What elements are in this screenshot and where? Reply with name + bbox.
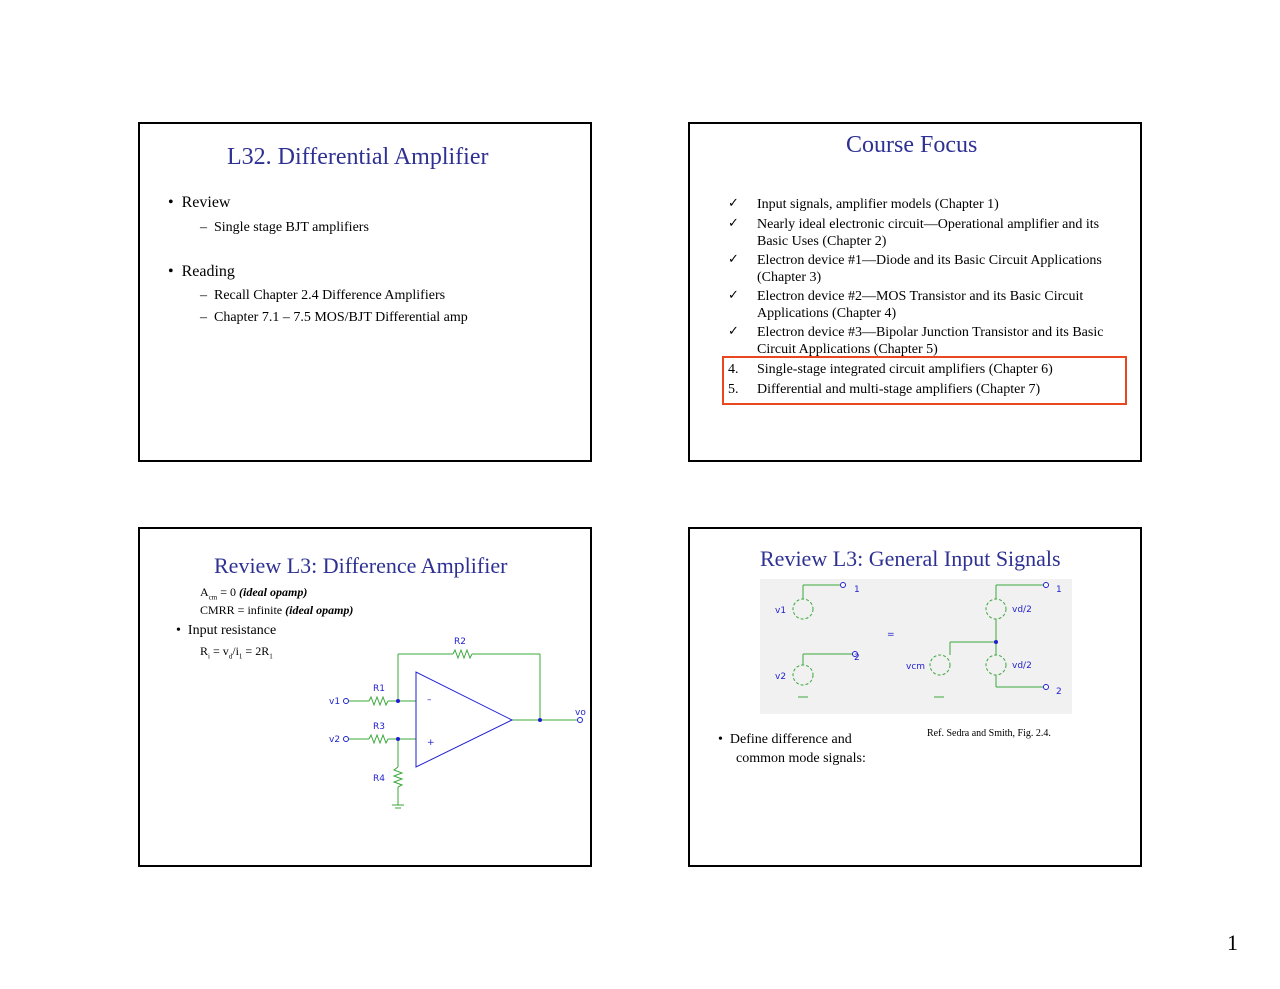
slide-title: Review L3: Difference Amplifier [214,553,508,578]
terminal-icon [578,718,583,723]
eq-sub: 1 [269,652,273,661]
eq-part: = 2R [242,644,270,658]
acm-value: = 0 [217,585,240,599]
junction-dot [396,737,400,741]
junction-dot [994,640,998,644]
focus-item: Electron device #1—Diode and its Basic Circuit Applications (Chapter 3) [757,253,1102,285]
minus-sign: – [427,695,432,705]
r3-label: R3 [373,722,385,732]
sub-bullet-text: Chapter 7.1 – 7.5 MOS/BJT Differential amp [214,310,468,325]
node-label: 1 [854,585,860,595]
vo-label: vo [575,708,586,718]
v1-label: v1 [329,697,341,707]
eq-part: /i [232,644,239,658]
acm-symbol: A [200,585,209,599]
v2-label: v2 [329,735,341,745]
r4-label: R4 [373,774,385,784]
bullet-item: • Input resistance [176,623,277,638]
eq-part: R [200,644,209,658]
bullet-text-continued: common mode signals: [736,751,866,766]
r2-label: R2 [454,637,466,647]
bullet-text: Input resistance [187,623,277,638]
v2-label: v2 [775,672,787,682]
bullet-text: Define difference and [729,732,852,747]
vd2-bottom-label: vd/2 [1012,661,1032,671]
difference-amplifier-circuit [140,529,592,867]
slide-2 [688,122,1142,462]
bullet-text: Reading [181,263,235,280]
numbered-item-text: Single-stage integrated circuit amplifiers (Chapter 6) [757,362,1053,377]
slide-4 [688,527,1142,867]
slide-title: Review L3: General Input Signals [760,546,1061,571]
node-label: 2 [854,653,860,663]
eq-sub: i [208,652,210,661]
acm-note: (ideal opamp) [239,585,308,599]
ground-icon [392,805,404,808]
terminal-icon [841,583,846,588]
focus-item: Input signals, amplifier models (Chapter 1) [757,197,999,212]
focus-item: Electron device #2—MOS Transistor and its Basic Circuit Applications (Chapter 4) [757,289,1084,321]
numbered-item-number: 4. [728,362,739,377]
slide-title: Course Focus [846,132,978,158]
numbered-item-number: 5. [728,382,739,397]
opamp-icon [416,672,512,767]
junction-dot [538,718,542,722]
checkmark-icon: ✓ [728,252,739,267]
checkmark-icon: ✓ [728,324,739,339]
slide-3 [138,527,592,867]
node-label: 2 [1056,687,1062,697]
checkmark-icon: ✓ [728,288,739,303]
checkmark-icon: ✓ [728,216,739,231]
plus-sign: + [427,738,435,748]
focus-item: Nearly ideal electronic circuit—Operational amplifier and its Basic Uses (Chapter 2) [757,217,1100,249]
reference-note: Ref. Sedra and Smith, Fig. 2.4. [927,728,1051,739]
bullet-item: • Define difference and [718,732,852,747]
r1-label: R1 [373,684,385,694]
eq-sub: d [228,652,233,661]
cmrr-note: (ideal opamp) [285,603,354,617]
v1-label: v1 [775,606,787,616]
eq-sub: 1 [238,652,243,661]
terminal-icon [344,737,349,742]
vd2-top-label: vd/2 [1012,605,1032,615]
page-number: 1 [1227,930,1238,955]
sub-bullet-item: – Chapter 7.1 – 7.5 MOS/BJT Differential amp [200,310,468,325]
equals-sign: = [887,630,895,640]
bullet-item: • Reading [168,263,235,280]
eq-part: = v [209,644,229,658]
junction-dot [396,699,400,703]
sub-bullet-item: – Single stage BJT amplifiers [200,220,369,235]
acm-subscript: cm [208,593,218,602]
numbered-item-text: Differential and multi-stage amplifiers (Chapter 7) [757,382,1041,397]
terminal-icon [1044,583,1049,588]
terminal-icon [344,699,349,704]
checkmark-icon: ✓ [728,196,739,211]
sub-bullet-text: Recall Chapter 2.4 Difference Amplifiers [214,288,446,303]
input-signals-diagram [690,529,1142,867]
bullet-text: Review [181,194,231,211]
vcm-label: vcm [906,662,926,672]
sub-bullet-text: Single stage BJT amplifiers [214,220,369,235]
focus-item: Electron device #3—Bipolar Junction Transistor and its Basic Circuit Applications (Chapter 5) [757,325,1104,357]
slide-title: L32. Differential Amplifier [227,144,489,170]
sub-bullet-item: – Recall Chapter 2.4 Difference Amplifiers [200,288,446,303]
bullet-item: • Review [168,194,231,211]
cmrr-value: CMRR = infinite [200,603,286,617]
slide-1 [138,122,592,462]
node-label: 1 [1056,585,1062,595]
terminal-icon [1044,685,1049,690]
